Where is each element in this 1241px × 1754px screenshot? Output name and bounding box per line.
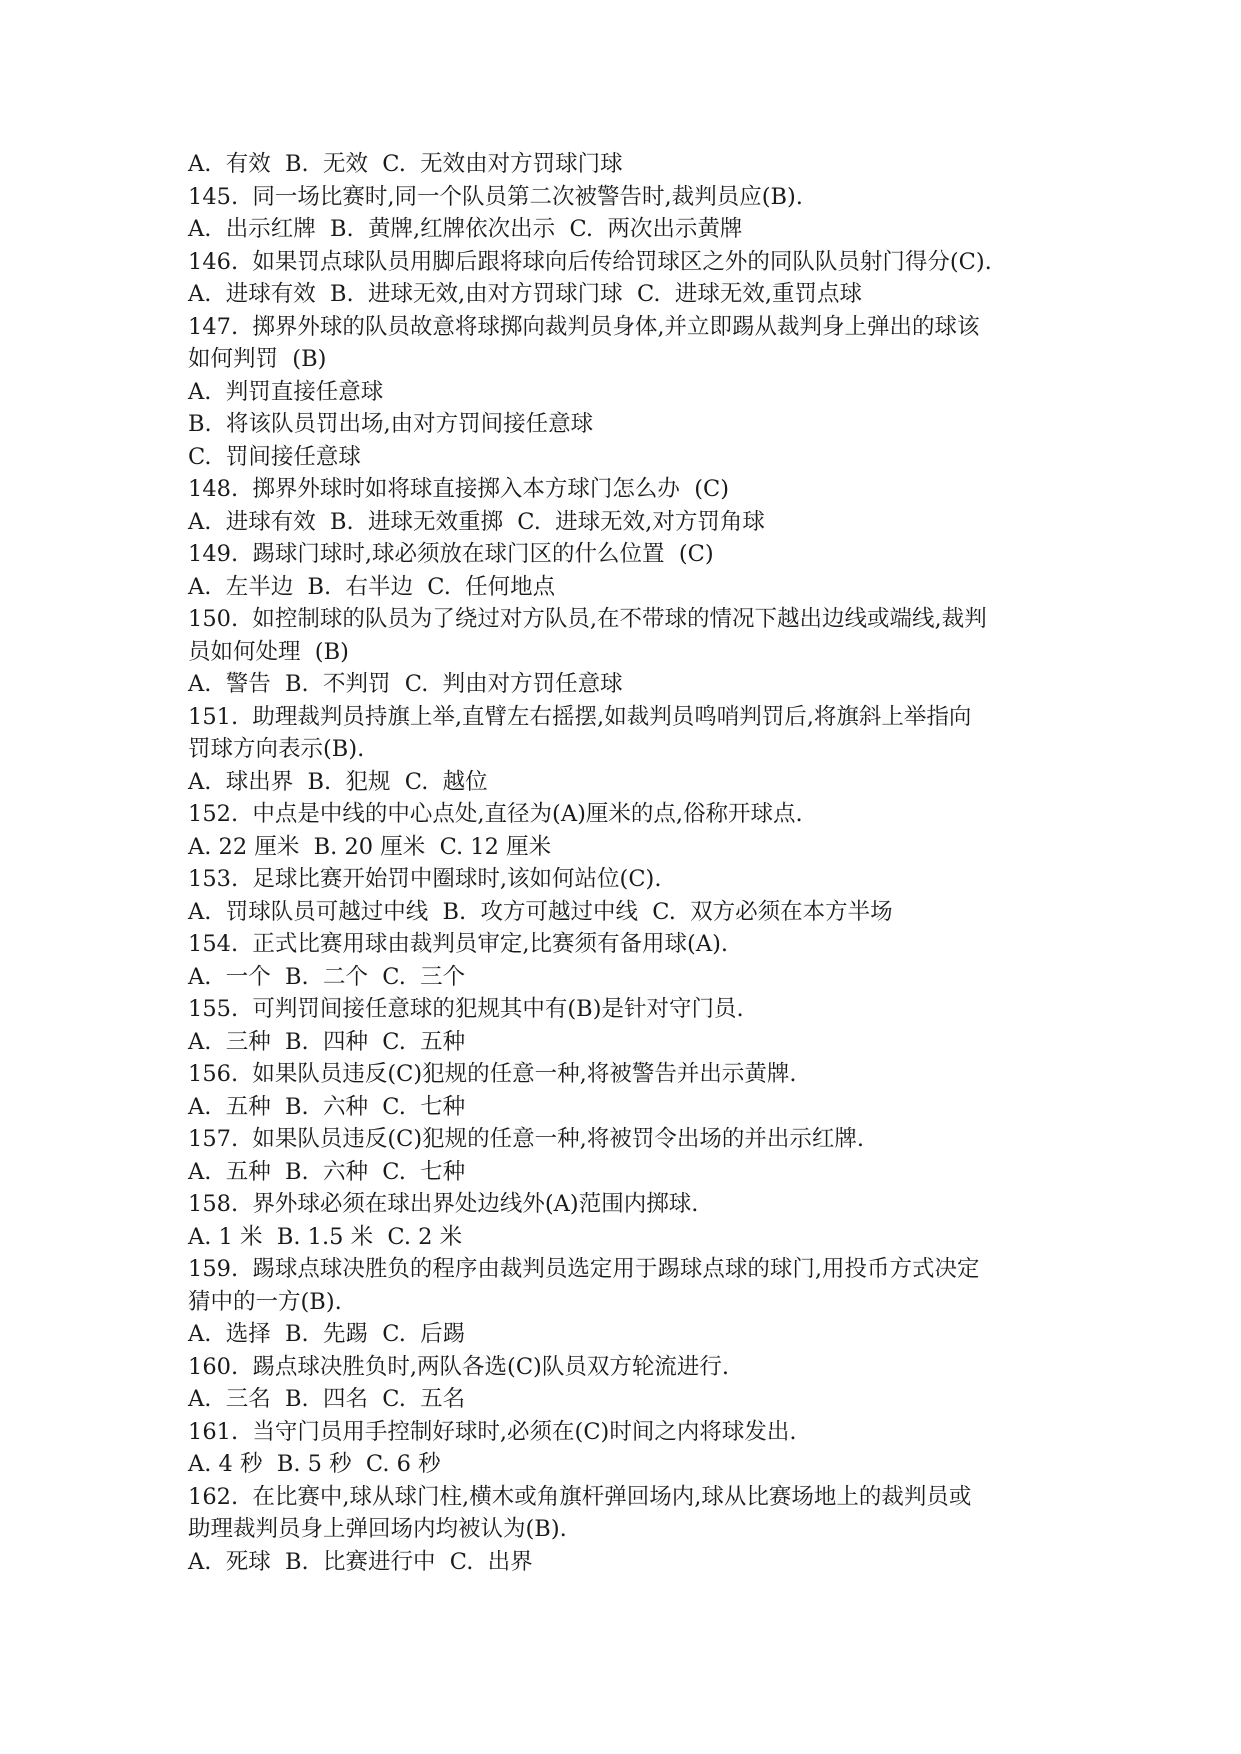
text-line: 151. 助理裁判员持旗上举,直臂左右摇摆,如裁判员鸣哨判罚后,将旗斜上举指向 [188,703,972,730]
text-line: 156. 如果队员违反(C)犯规的任意一种,将被警告并出示黄牌. [188,1061,797,1087]
text-line: 150. 如控制球的队员为了绕过对方队员,在不带球的情况下越出边线或端线,裁判 [188,606,987,632]
text-line: 助理裁判员身上弹回场内均被认为(B). [188,1516,567,1542]
text-line: A. 左半边 B. 右半边 C. 任何地点 [188,573,556,600]
text-line: A. 有效 B. 无效 C. 无效由对方罚球门球 [188,151,623,177]
text-line: 161. 当守门员用手控制好球时,必须在(C)时间之内将球发出. [188,1418,797,1445]
text-line: 162. 在比赛中,球从球门柱,横木或角旗杆弹回场内,球从比赛场地上的裁判员或 [188,1483,972,1510]
text-line: A. 判罚直接任意球 [188,378,384,405]
text-line: A. 罚球队员可越过中线 B. 攻方可越过中线 C. 双方必须在本方半场 [188,898,893,925]
text-line: A. 1 米 B. 1.5 米 C. 2 米 [188,1223,463,1250]
text-line: 149. 踢球门球时,球必须放在球门区的什么位置 (C) [188,541,714,567]
text-line: A. 球出界 B. 犯规 C. 越位 [188,768,488,795]
text-line: A. 三种 B. 四种 C. 五种 [188,1028,466,1055]
text-line: A. 五种 B. 六种 C. 七种 [188,1158,466,1185]
text-line: A. 进球有效 B. 进球无效重掷 C. 进球无效,对方罚角球 [188,508,765,535]
text-line: 猜中的一方(B). [188,1288,342,1315]
text-line: 153. 足球比赛开始罚中圈球时,该如何站位(C). [188,866,662,892]
text-line: 157. 如果队员违反(C)犯规的任意一种,将被罚令出场的并出示红牌. [188,1126,864,1152]
text-line: 如何判罚 (B) [188,346,327,372]
text-line: 155. 可判罚间接任意球的犯规其中有(B)是针对守门员. [188,996,744,1022]
question-list [188,148,1068,1578]
text-line: A. 一个 B. 二个 C. 三个 [188,963,466,990]
text-line: 148. 掷界外球时如将球直接掷入本方球门怎么办 (C) [188,476,729,502]
text-line: A. 选择 B. 先踢 C. 后踢 [188,1321,466,1347]
text-line: 147. 掷界外球的队员故意将球掷向裁判员身体,并立即踢从裁判身上弹出的球该 [188,313,980,340]
text-line: C. 罚间接任意球 [188,443,361,470]
text-line: 158. 界外球必须在球出界处边线外(A)范围内掷球. [188,1191,699,1217]
text-line: 159. 踢球点球决胜负的程序由裁判员选定用于踢球点球的球门,用投币方式决定 [188,1256,980,1282]
text-line: A. 4 秒 B. 5 秒 C. 6 秒 [188,1451,441,1477]
text-line: A. 死球 B. 比赛进行中 C. 出界 [188,1548,533,1575]
text-line: B. 将该队员罚出场,由对方罚间接任意球 [188,411,594,437]
text-line: 160. 踢点球决胜负时,两队各选(C)队员双方轮流进行. [188,1353,729,1380]
text-line: 145. 同一场比赛时,同一个队员第二次被警告时,裁判员应(B). [188,183,803,210]
text-line: A. 五种 B. 六种 C. 七种 [188,1093,466,1120]
text-line: 146. 如果罚点球队员用脚后跟将球向后传给罚球区之外的同队队员射门得分(C). [188,248,992,275]
text-line: 154. 正式比赛用球由裁判员审定,比赛须有备用球(A). [188,931,729,957]
text-line: A. 出示红牌 B. 黄牌,红牌依次出示 C. 两次出示黄牌 [188,216,743,242]
text-line: A. 三名 B. 四名 C. 五名 [188,1386,466,1412]
text-line: 罚球方向表示(B). [188,736,365,762]
text-line: 152. 中点是中线的中心点处,直径为(A)厘米的点,俗称开球点. [188,801,803,827]
text-line: A. 22 厘米 B. 20 厘米 C. 12 厘米 [188,833,552,860]
text-line: 员如何处理 (B) [188,638,349,665]
text-line: A. 进球有效 B. 进球无效,由对方罚球门球 C. 进球无效,重罚点球 [188,281,862,307]
text-line: A. 警告 B. 不判罚 C. 判由对方罚任意球 [188,671,623,697]
